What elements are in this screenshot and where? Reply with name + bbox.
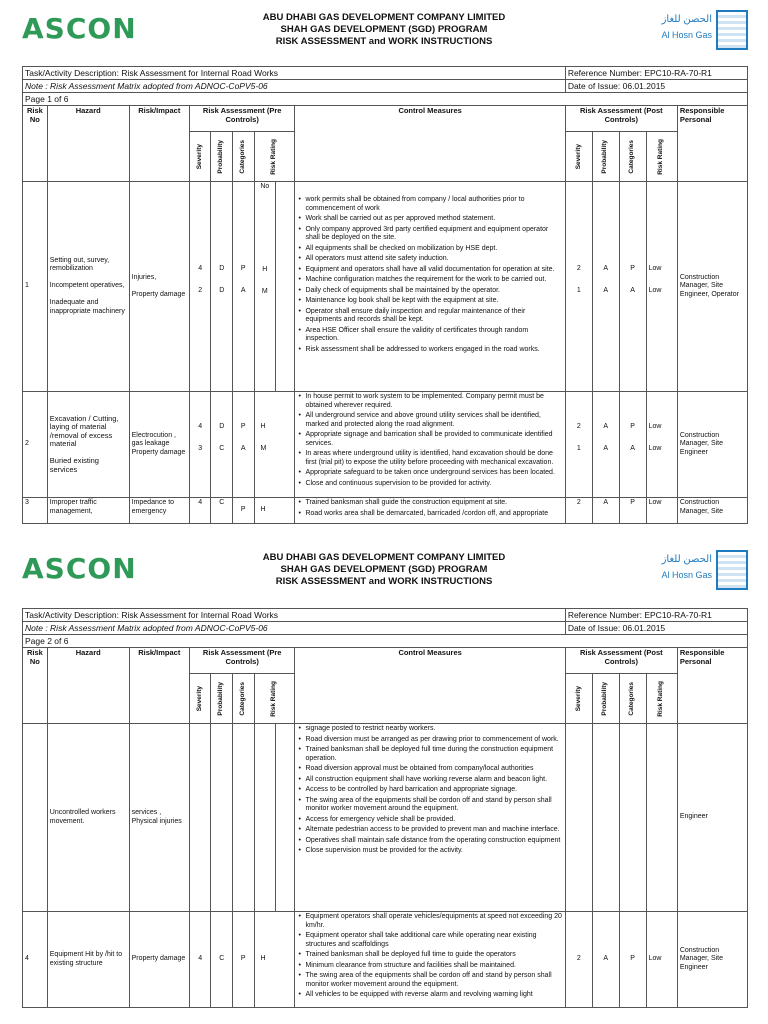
control-measure-item: • Equipment and operators shall have all valid documentation for operation at site.: [305, 266, 562, 275]
post-rating: Low: [646, 912, 677, 1008]
col-post-categories: Categories: [628, 139, 636, 174]
pre-rating: H: [254, 912, 295, 1008]
post-probability: A: [603, 444, 609, 452]
control-measure-item: • Only company approved 3rd party certified equipment and equipment operator shall be deployed on the site.: [305, 226, 562, 243]
post-severity: 2: [576, 422, 581, 430]
control-measure-item: • Road works area shall be demarcated, barricaded /cordon off, and appropriate: [305, 510, 562, 519]
impact-text: Injuries, Property damage: [129, 182, 189, 392]
task-description: Task/Activity Description: Risk Assessment for Internal Road Works: [23, 609, 566, 622]
post-severity: 2: [565, 498, 592, 524]
control-measure-item: • Trained banksman shall be deployed full time during the construction equipment operation.: [305, 746, 562, 763]
col-post-severity: Severity: [574, 685, 582, 712]
company-name: ABU DHABI GAS DEVELOPMENT COMPANY LIMITED: [262, 552, 506, 563]
logo-english-text: Al Hosn Gas: [661, 570, 712, 580]
control-measure-item: • All underground service and above ground utility services shall be identified, marked and protected along the road alignment.: [305, 412, 562, 429]
post-category: A: [630, 444, 635, 452]
document-title: RISK ASSESSMENT and WORK INSTRUCTIONS: [275, 576, 493, 587]
col-post-probability: Probability: [601, 681, 609, 716]
company-name: ABU DHABI GAS DEVELOPMENT COMPANY LIMITED: [262, 12, 506, 23]
hazard-text: Improper traffic management,: [47, 498, 129, 524]
pre-category: P: [240, 264, 246, 272]
pre-category: P: [240, 422, 246, 430]
control-measure-item: • Operatives shall maintain safe distance from the operating construction equipment: [305, 837, 562, 846]
col-pre-controls: Risk Assessment (Pre Controls): [189, 648, 295, 674]
control-measure-item: • signage posted to restrict nearby workers.: [305, 725, 562, 734]
document-title: RISK ASSESSMENT and WORK INSTRUCTIONS: [275, 36, 493, 47]
pre-rating: M: [261, 288, 268, 295]
risk-number: 4: [23, 912, 48, 1008]
issue-date: Date of Issue: 06.01.2015: [565, 80, 747, 93]
post-category: A: [630, 286, 635, 294]
control-measure-item: • Equipment operator shall take additional care while operating near existing structures and scaffoldings: [305, 932, 562, 949]
pre-rating: M: [260, 444, 267, 452]
page-2: [0, 540, 768, 1024]
col-hazard: Hazard: [47, 648, 129, 724]
control-measures: [295, 912, 565, 1008]
hazard-text: Setting out, survey, remobilization Incompetent operatives, Inadequate and inappropriate machinery: [47, 182, 129, 392]
col-categories: Categories: [239, 139, 247, 174]
risk-number: 3: [23, 498, 48, 524]
control-measure-item: • Access to be controlled by hard barrication and appropriate signage.: [305, 786, 562, 795]
post-rating: Low: [648, 264, 662, 272]
al-hosn-logo: [616, 550, 748, 590]
program-name: SHAH GAS DEVELOPMENT (SGD) PROGRAM: [280, 564, 488, 575]
col-risk-rating: Risk Rating: [270, 138, 278, 175]
control-measure-item: • Access for emergency vehicle shall be provided.: [305, 816, 562, 825]
control-measure-item: • Maintenance log book shall be kept with the equipment at site.: [305, 297, 562, 306]
pre-probability: C: [211, 498, 233, 524]
pre-rating: H: [254, 498, 295, 524]
risk-table-page-1: [22, 66, 748, 524]
pre-probability: D: [219, 286, 225, 294]
impact-text: Property damage: [129, 912, 189, 1008]
responsible-personnel: Construction Manager, Site Engineer, Operator: [677, 182, 747, 392]
post-probability: A: [603, 422, 609, 430]
pre-severity: 4: [198, 264, 203, 272]
ascon-logo: ASCON: [22, 552, 137, 585]
table-row: [23, 724, 748, 912]
task-description: Task/Activity Description: Risk Assessment for Internal Road Works: [23, 67, 566, 80]
control-measure-item: • Work shall be carried out as per approved method statement.: [305, 215, 562, 224]
control-measure-item: • Daily check of equipments shall be maintained by the operator.: [305, 287, 562, 296]
post-severity: 2: [576, 264, 581, 272]
col-responsible: Responsible Personal: [677, 106, 747, 182]
control-measure-item: • Road diversion must be arranged as per drawing prior to commencement of work.: [305, 736, 562, 745]
logo-arabic-text: الحصن للغاز: [661, 554, 712, 565]
pre-severity: 4: [189, 912, 211, 1008]
hazard-text: Excavation / Cutting, laying of material /removal of excess material Buried existing services: [47, 392, 129, 498]
risk-number: 2: [23, 392, 48, 498]
impact-text: Electrocution , gas leakage Property damage: [129, 392, 189, 498]
post-probability: A: [603, 264, 609, 272]
control-measures: [295, 182, 565, 392]
post-category: P: [619, 912, 646, 1008]
control-measure-item: • Road diversion approval must be obtained from company/local authorities: [305, 765, 562, 774]
col-probability: Probability: [217, 139, 225, 174]
pre-probability: C: [219, 444, 225, 452]
table-row: [23, 182, 748, 392]
control-measure-item: • In house permit to work system to be implemented. Company permit must be obtained wherever required.: [305, 393, 562, 410]
col-post-severity: Severity: [574, 143, 582, 170]
control-measures: [295, 498, 565, 524]
page-number: Page 2 of 6: [23, 635, 748, 648]
post-rating: Low: [648, 422, 662, 430]
pre-severity: 4: [198, 422, 203, 430]
col-post-controls: Risk Assessment (Post Controls): [565, 106, 677, 132]
post-probability: A: [592, 498, 619, 524]
col-impact: Risk/Impact: [129, 106, 189, 182]
col-control-measures: Control Measures: [295, 648, 565, 724]
pre-category: A: [240, 444, 246, 452]
control-measures: [295, 392, 565, 498]
post-rating: Low: [646, 498, 677, 524]
page-number: Page 1 of 6: [23, 93, 748, 106]
control-measure-item: • Appropriate safeguard to be taken once underground services has been located.: [305, 469, 562, 478]
control-measure-item: • Operator shall ensure daily inspection and regular maintenance of their equipments and records shall be kept.: [305, 308, 562, 325]
control-measure-item: • Area HSE Officer shall ensure the validity of certificates through random inspection.: [305, 327, 562, 344]
control-measures: [295, 724, 565, 912]
matrix-note: Note : Risk Assessment Matrix adopted from ADNOC-CoPV5-06: [23, 622, 566, 635]
risk-table-page-2: [22, 608, 748, 1008]
post-severity: 1: [576, 286, 581, 294]
pre-rating-no: No: [260, 183, 270, 190]
pre-severity: 3: [198, 444, 203, 452]
col-post-risk-rating: Risk Rating: [657, 138, 665, 175]
col-risk-no: Risk No: [23, 106, 48, 182]
col-risk-rating: Risk Rating: [270, 680, 278, 717]
pre-category: A: [240, 286, 246, 294]
control-measure-item: • Close supervision must be provided for the activity.: [305, 847, 562, 856]
pre-probability: D: [219, 422, 225, 430]
pre-category: P: [233, 912, 255, 1008]
logo-arabic-text: الحصن للغاز: [661, 14, 712, 25]
post-category: P: [630, 264, 635, 272]
control-measure-item: • The swing area of the equipments shall be cordon off and stand by person shall monitor worker movement around the equipment.: [305, 972, 562, 989]
col-pre-controls: Risk Assessment (Pre Controls): [189, 106, 295, 132]
reference-number: Reference Number: EPC10-RA-70-R1: [565, 67, 747, 80]
issue-date: Date of Issue: 06.01.2015: [565, 622, 747, 635]
control-measure-item: • In areas where underground utility is identified, hand excavation should be done first (trial pit) to expose the utility before proceeding with mechanical excavation.: [305, 450, 562, 467]
table-row: [23, 912, 748, 1008]
pre-severity: 4: [189, 498, 211, 524]
control-measure-item: • All construction equipment shall have working reverse alarm and beacon light.: [305, 776, 562, 785]
reference-number: Reference Number: EPC10-RA-70-R1: [565, 609, 747, 622]
col-risk-no: Risk No: [23, 648, 48, 724]
col-severity: Severity: [195, 685, 203, 712]
pre-probability: D: [219, 264, 225, 272]
post-category: P: [630, 422, 635, 430]
responsible-personnel: Construction Manager, Site Engineer: [677, 392, 747, 498]
responsible-personnel: Construction Manager, Site Engineer: [677, 912, 747, 1008]
control-measure-item: • Appropriate signage and barrication shall be provided to communicate identified services.: [305, 431, 562, 448]
hazard-text: Uncontrolled workers movement.: [47, 724, 129, 912]
col-severity: Severity: [195, 143, 203, 170]
control-measure-item: • All equipments shall be checked on mobilization by HSE dept.: [305, 245, 562, 254]
pre-category: P: [233, 498, 255, 524]
col-probability: Probability: [217, 681, 225, 716]
responsible-personnel: Engineer: [677, 724, 747, 912]
hazard-text: Equipment Hit by /hit to existing structure: [47, 912, 129, 1008]
impact-text: services , Physical injuries: [129, 724, 189, 912]
col-hazard: Hazard: [47, 106, 129, 182]
post-rating: Low: [648, 286, 662, 294]
control-measure-item: • All vehicles to be equipped with reverse alarm and revolving warning light: [305, 991, 562, 1000]
control-measure-item: • Trained banksman shall guide the construction equipment at site.: [305, 499, 562, 508]
ascon-logo: ASCON: [22, 12, 137, 45]
pre-probability: C: [211, 912, 233, 1008]
col-impact: Risk/Impact: [129, 648, 189, 724]
control-measure-item: • Trained banksman shall be deployed full time to guide the operators: [305, 951, 562, 960]
control-measure-item: • All operators must attend site safety induction.: [305, 255, 562, 264]
control-measure-item: • Close and continuous supervision to be provided for activity.: [305, 480, 562, 489]
col-responsible: Responsible Personal: [677, 648, 747, 724]
col-categories: Categories: [239, 681, 247, 716]
post-severity: 2: [565, 912, 592, 1008]
post-severity: 1: [576, 444, 581, 452]
col-control-measures: Control Measures: [295, 106, 565, 182]
program-name: SHAH GAS DEVELOPMENT (SGD) PROGRAM: [280, 24, 488, 35]
col-post-risk-rating: Risk Rating: [657, 680, 665, 717]
col-post-controls: Risk Assessment (Post Controls): [565, 648, 677, 674]
building-icon: [716, 10, 748, 50]
matrix-note: Note : Risk Assessment Matrix adopted from ADNOC-CoPV5-06: [23, 80, 566, 93]
table-row: [23, 498, 748, 524]
col-post-categories: Categories: [628, 681, 636, 716]
al-hosn-logo: [616, 10, 748, 50]
pre-rating: H: [262, 266, 268, 273]
building-icon: [716, 550, 748, 590]
pre-rating: H: [260, 422, 266, 430]
control-measure-item: • Risk assessment shall be addressed to workers engaged in the road works.: [305, 346, 562, 355]
responsible-personnel: Construction Manager, Site: [677, 498, 747, 524]
risk-number: 1: [23, 182, 48, 392]
post-rating: Low: [648, 444, 662, 452]
pre-severity: 2: [198, 286, 203, 294]
control-measure-item: • Minimum clearance from structure and facilities shall be maintained.: [305, 962, 562, 971]
control-measure-item: • The swing area of the equipments shall be cordon off and stand by person shall monitor worker movement around the equipment.: [305, 797, 562, 814]
col-post-probability: Probability: [601, 139, 609, 174]
control-measure-item: • Alternate pedestrian access to be provided to prevent man and machine interface.: [305, 826, 562, 835]
logo-english-text: Al Hosn Gas: [661, 30, 712, 40]
post-probability: A: [603, 286, 609, 294]
control-measure-item: • Machine configuration matches the requirement for the work to be carried out.: [305, 276, 562, 285]
control-measure-item: • Equipment operators shall operate vehicles/equipments at speed not exceeding 20 km/hr.: [305, 913, 562, 930]
table-row: [23, 392, 748, 498]
post-category: P: [619, 498, 646, 524]
impact-text: Impedance to emergency: [129, 498, 189, 524]
post-probability: A: [592, 912, 619, 1008]
control-measure-item: • work permits shall be obtained from company / local authorities prior to commencement of work: [305, 196, 562, 213]
